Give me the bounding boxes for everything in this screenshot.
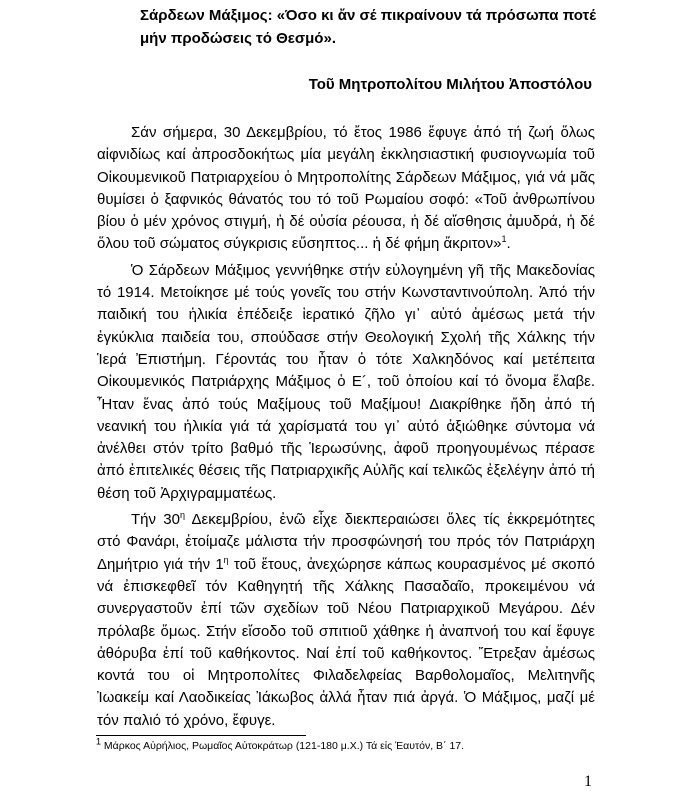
article-title: Σάρδεων Μάξιμος: «Όσο κι ἄν σέ πικραίνουν τά πρόσωπα ποτέ μήν προδώσεις τό Θεσμό».	[140, 7, 596, 47]
paragraph-3-part-a: Τήν 30	[131, 511, 180, 529]
paragraph-3-part-c: τοῦ ἔτους, ἀνεχώρησε κάπως κουρασμένος μέ σκοπό νά ἐπισκεφθεῖ τόν Καθηγητή τῆς Χάλκης Πασαδαῖο, προκειμένου νά συνεργαστοῦν ἐπί τῶν σχεδίων τοῦ Νέου Πατριαρχικοῦ Μεγάρου. Δέν πρόλαβε ὅμως. Στήν εἴσοδο τοῦ σπιτιοῦ χάθηκε ἡ ἀναπνοή του καί ἔφυγε ἀθόρυβα ἐπί τοῦ καθήκοντος. Ναί ἐπί τοῦ καθήκοντος. Ἔτρεξαν ἀμέσως κοντά του οἱ Μητροπολίτες Φιλαδελφείας Βαρθολομαῖος, Μελιτηνῆς Ἰωακείμ καί Λαοδικείας Ἰάκωβος ἀλλά ἦταν πιά ἀργά. Ὁ Μάξιμος, μαζί μέ τόν παλιό τό χρόνο, ἔφυγε.	[97, 555, 595, 729]
ordinal-suffix: η	[180, 510, 186, 521]
paragraph-2: Ὁ Σάρδεων Μάξιμος γεννήθηκε στήν εὐλογημένη γῆ τῆς Μακεδονίας τό 1914. Μετοίκησε μέ τούς γονεῖς του στήν Κωνσταντινούπολη. Ἀπό τήν παιδική του ἡλικία ἐπέδειξε ἱερατικό ζῆλο γι᾽ αὐτό ἀμέσως μετά τήν ἐγκύκλια παιδεία του, σπούδασε στήν Θεολογική Σχολή τῆς Χάλκης τήν Ἱερά Ἐπιστήμη. Γέροντάς του ἦταν ὁ τότε Χαλκηδόνος καί μετέπειτα Οἰκουμενικός Πατριάρχης Μάξιμος ὁ Ε´, τοῦ ὁποίου καί τό ὄνομα ἔλαβε. Ἦταν ἕνας ἀπό τούς Μαξίμους τοῦ Μαξίμου! Διακρίθηκε ἤδη ἀπό τή νεανική του ἡλικία γιά τά χαρίσματά του γι᾽ αὐτό ἀξιώθηκε σύντομα νά ἀνέλθει στόν τρίτο βαθμό τῆς Ἱερωσύνης, ἀφοῦ προηγουμένως πέρασε ἀπό ἐπιτελικές θέσεις τῆς Πατριαρχικῆς Αὐλῆς καί τελικῶς ἐξελέγην ἀπό τή θέση τοῦ Ἀρχιγραμματέως.	[97, 261, 595, 502]
article-author: Τοῦ Μητροπολίτου Μιλήτου Ἀποστόλου	[308, 76, 592, 93]
paragraph-1	[97, 122, 595, 256]
footnote	[96, 736, 616, 752]
paragraph-3	[97, 509, 595, 732]
article-body	[97, 122, 595, 736]
page-number: 1	[584, 773, 592, 790]
paragraph-3-part-b: Δεκεμβρίου, ἐνῶ εἶχε διεκπεραιώσει ὅλες τίς ἐκκρεμότητες στό Φανάρι, ἑτοίμαζε μάλιστα τήν προσφώνησή του πρός τόν Πατριάρχη Δημήτριο γιά τήν 1	[97, 511, 596, 573]
ordinal-suffix: η	[223, 554, 229, 565]
paragraph-1-text: Σάν σήμερα, 30 Δεκεμβρίου, τό ἔτος 1986 ἔφυγε ἀπό τή ζωή ὅλως αἰφνιδίως καί ἀπροσδοκήτως μία μεγάλη ἐκκλησιαστική φυσιογνωμία τοῦ Οἰκουμενικοῦ Πατριαρχείου ὁ Μητροπολίτης Σάρδεων Μάξιμος, γιά νά μᾶς θυμίσει ὁ ξαφνικός θάνατός του τό τοῦ Ρωμαίου σοφό: «Τοῦ ἀνθρωπίνου βίου ὁ μέν χρόνος στιγμή, ἡ δέ οὐσία ρέουσα, ἡ δέ αἴσθησις ἀμυδρά, ἡ δέ ὅλου τοῦ σώματος σύγκρισις εὔσηπτος... ἡ δέ φήμη ἄκριτον»	[97, 124, 595, 253]
footnote-ref: 1	[501, 234, 507, 245]
footnote-text: Μάρκος Αὐρήλιος, Ρωμαῖος Αὐτοκράτωρ (121-180 μ.Χ.) Τά εἰς Ἑαυτόν, Β΄ 17.	[101, 740, 465, 752]
footnote-number: 1	[96, 736, 102, 747]
paragraph-1-end: .	[506, 235, 511, 253]
footnote-separator	[96, 735, 306, 736]
